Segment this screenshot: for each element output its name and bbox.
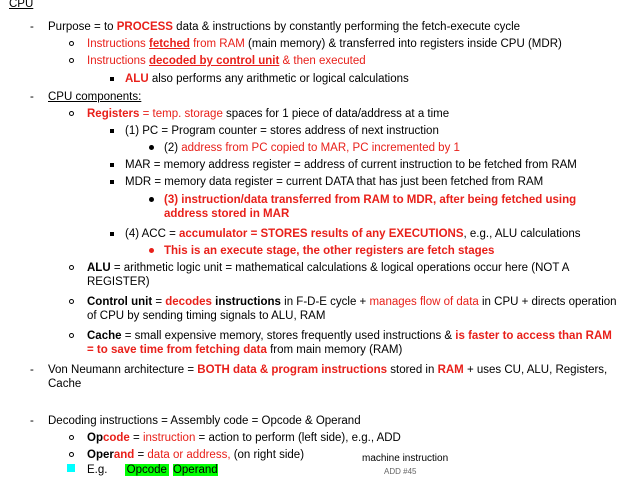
alu-calc-line: ALU also performs any arithmetic or logical calculations <box>125 73 409 85</box>
red-dot-bullet <box>149 248 154 253</box>
circle-bullet <box>69 452 74 457</box>
cache-line: Cache = small expensive memory, stores frequently used instructions & is faster to access than RAM = to save time from fetching data from main memory (RAM) <box>87 330 612 356</box>
acc-line: (4) ACC = accumulator = STORES results of any EXECUTIONS, e.g., ALU calculations <box>125 228 581 240</box>
von-neumann-line: Von Neumann architecture = BOTH data & program instructions stored in RAM + uses CU, ALU, Registers, Cache <box>48 364 608 390</box>
square-bullet <box>110 180 114 184</box>
decoding-heading: Decoding instructions = Assembly code = Opcode & Operand <box>48 415 361 427</box>
circle-bullet <box>69 333 74 338</box>
dash-bullet: - <box>30 91 34 103</box>
example-line: E.g. Opcode Operand <box>87 464 218 476</box>
circle-bullet <box>69 299 74 304</box>
cyan-bullet-highlight <box>67 464 75 472</box>
control-unit-line: Control unit = decodes instructions in F-D-E cycle + manages flow of data in CPU + directs operation of CPU by sending timing signals to ALU, RAM <box>87 296 617 322</box>
square-bullet <box>110 129 114 133</box>
dot-bullet <box>149 145 154 150</box>
square-bullet <box>110 232 114 236</box>
purpose-decode-line: Instructions decoded by control unit & then executed <box>87 55 366 67</box>
components-heading: CPU components: <box>48 91 142 103</box>
circle-bullet <box>69 265 74 270</box>
circle-bullet <box>69 41 74 46</box>
square-bullet <box>110 163 114 167</box>
dash-bullet: - <box>30 21 34 33</box>
acc-note-line: This is an execute stage, the other registers are fetch stages <box>164 245 495 257</box>
circle-bullet <box>69 435 74 440</box>
operand-line: Operand = data or address, (on right side) <box>87 449 305 461</box>
square-bullet <box>110 77 114 81</box>
diagram-sub-label: ADD #45 <box>384 467 417 476</box>
opcode-line: Opcode = instruction = action to perform (left side), e.g., ADD <box>87 432 401 444</box>
dash-bullet: - <box>30 415 34 427</box>
circle-bullet <box>69 58 74 63</box>
purpose-line: Purpose = to PROCESS data & instructions by constantly performing the fetch-execute cycle <box>48 21 521 33</box>
mdr-note-line: (3) instruction/data transferred from RAM to MDR, after being fetched using address stored in MAR <box>164 194 577 220</box>
pc-line: (1) PC = Program counter = stores address of next instruction <box>125 125 439 137</box>
dash-bullet: - <box>30 364 34 376</box>
circle-bullet <box>69 111 74 116</box>
dot-bullet <box>149 197 154 202</box>
alu-line: ALU = arithmetic logic unit = mathematical calculations & logical operations occur here (NOT A REGISTER) <box>87 262 569 288</box>
purpose-fetch-line: Instructions fetched from RAM (main memory) & transferred into registers inside CPU (MDR) <box>87 38 562 50</box>
registers-line: Registers = temp. storage spaces for 1 piece of data/address at a time <box>87 108 450 120</box>
page-title: CPU <box>9 0 34 10</box>
mdr-line: MDR = memory data register = current DATA that has just been fetched from RAM <box>125 176 544 188</box>
pc-note-line: (2) address from PC copied to MAR, PC incremented by 1 <box>164 142 460 154</box>
diagram-label: machine instruction <box>362 453 449 464</box>
mar-line: MAR = memory address register = address of current instruction to be fetched from RAM <box>125 159 577 171</box>
